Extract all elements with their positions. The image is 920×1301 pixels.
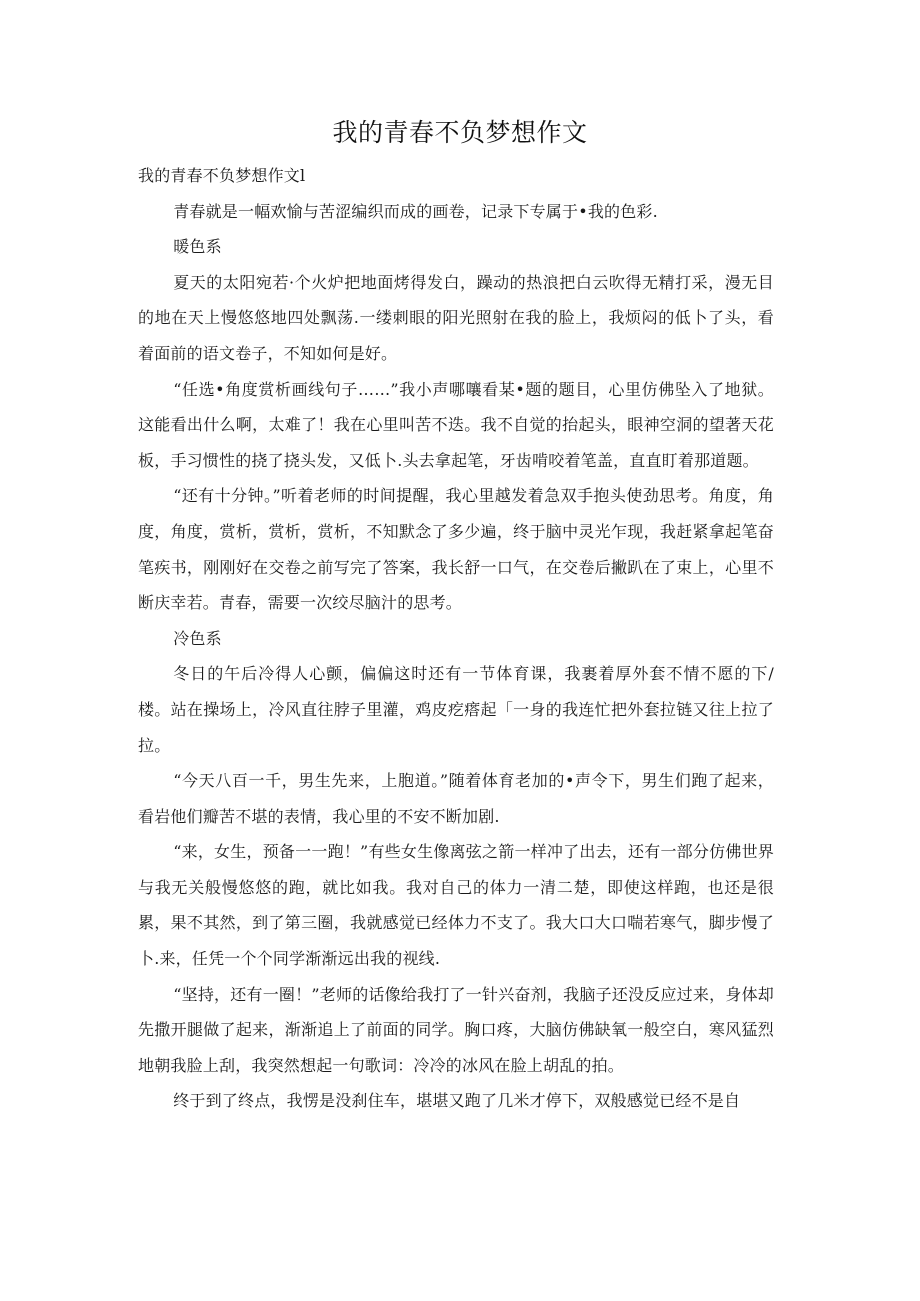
section-heading-warm: 暖色系 bbox=[173, 237, 222, 257]
paragraph: 终于到了终点，我愣是没刹住车，堪堪又跑了几米才停下，双般感觉已经不是自 bbox=[173, 1091, 741, 1111]
paragraph: “来，女生，预备一一跑！”有些女生像离弦之箭一样冲了出去，还有一部分仿佛世界与我无关般慢悠悠的跑，就比如我。我对自己的体力一清二楚，即使这样跑，也还是很累，果不其然，到了第三圈，我就感觉已经体力不支了。我大口大口喘若寒气，脚步慢了卜.来，任凭一个个同学渐渐远出我的视线. bbox=[138, 842, 774, 969]
paragraph: 我的青春不负梦想作文l bbox=[138, 166, 306, 185]
paragraph: 青春就是一幅欢愉与苦涩编织而成的画卷，记录下专属于•我的色彩. bbox=[173, 201, 658, 221]
paragraph: “坚持，还有一圈！”老师的话像给我打了一针兴奋剂，我脑子还没反应过来，身体却先撒开腿做了起来，渐渐追上了前面的同学。胸口疼，大脑仿佛缺氧一般空白，寒风猛烈地朝我脸上刮，我突然想起一句歌词：冷冷的冰风在脸上胡乱的拍。 bbox=[138, 984, 774, 1075]
document-title: 我的青春不负梦想作文 bbox=[332, 118, 588, 147]
paragraph: 冬日的午后冷得人心颤，偏偏这时还有一节体育课，我裹着厚外套不情不愿的下/楼。站在操场上，冷风直往脖子里灌，鸡皮疙瘩起「一身的我连忙把外套拉链又往上拉了拉。 bbox=[138, 664, 774, 755]
section-heading-cool: 冷色系 bbox=[173, 628, 222, 648]
document-body bbox=[138, 158, 774, 1119]
paragraph: 夏天的太阳宛若·个火炉把地面烤得发白，躁动的热浪把白云吹得无精打采，漫无目的地在天上慢悠悠地四处飘荡.一缕刺眼的阳光照射在我的脸上，我烦闷的低卜了头，看着面前的语文卷子，不知如何是好。 bbox=[138, 272, 774, 363]
paragraph: “今天八百一千，男生先来，上胞道。”随着体育老加的•声令下，男生们跑了起来，看岩他们瓣苦不堪的表情，我心里的不安不断加剧. bbox=[138, 771, 774, 826]
paragraph: “任选•角度赏析画线句子……”我小声哪嚷看某•题的题目，心里仿佛坠入了地狱。这能看出什么啊，太难了！我在心里叫苦不迭。我不自觉的抬起头，眼神空洞的望著天花板，手习惯性的挠了挠头发，又低卜.头去拿起笔，牙齿啃咬着笔盖，直直盯着那道题。 bbox=[138, 379, 774, 470]
paragraph: “还有十分钟。”听着老师的时间提醒，我心里越发着急双手抱头使劲思考。角度，角度，角度，赏析，赏析，赏析，不知默念了多少遍，终于脑中灵光乍现，我赶紧拿起笔奋笔疾书，刚刚好在交卷之前写完了答案，我长舒一口气，在交卷后撇趴在了束上，心里不断庆幸若。青春，需要一次绞尽脑汁的思考。 bbox=[138, 486, 774, 613]
